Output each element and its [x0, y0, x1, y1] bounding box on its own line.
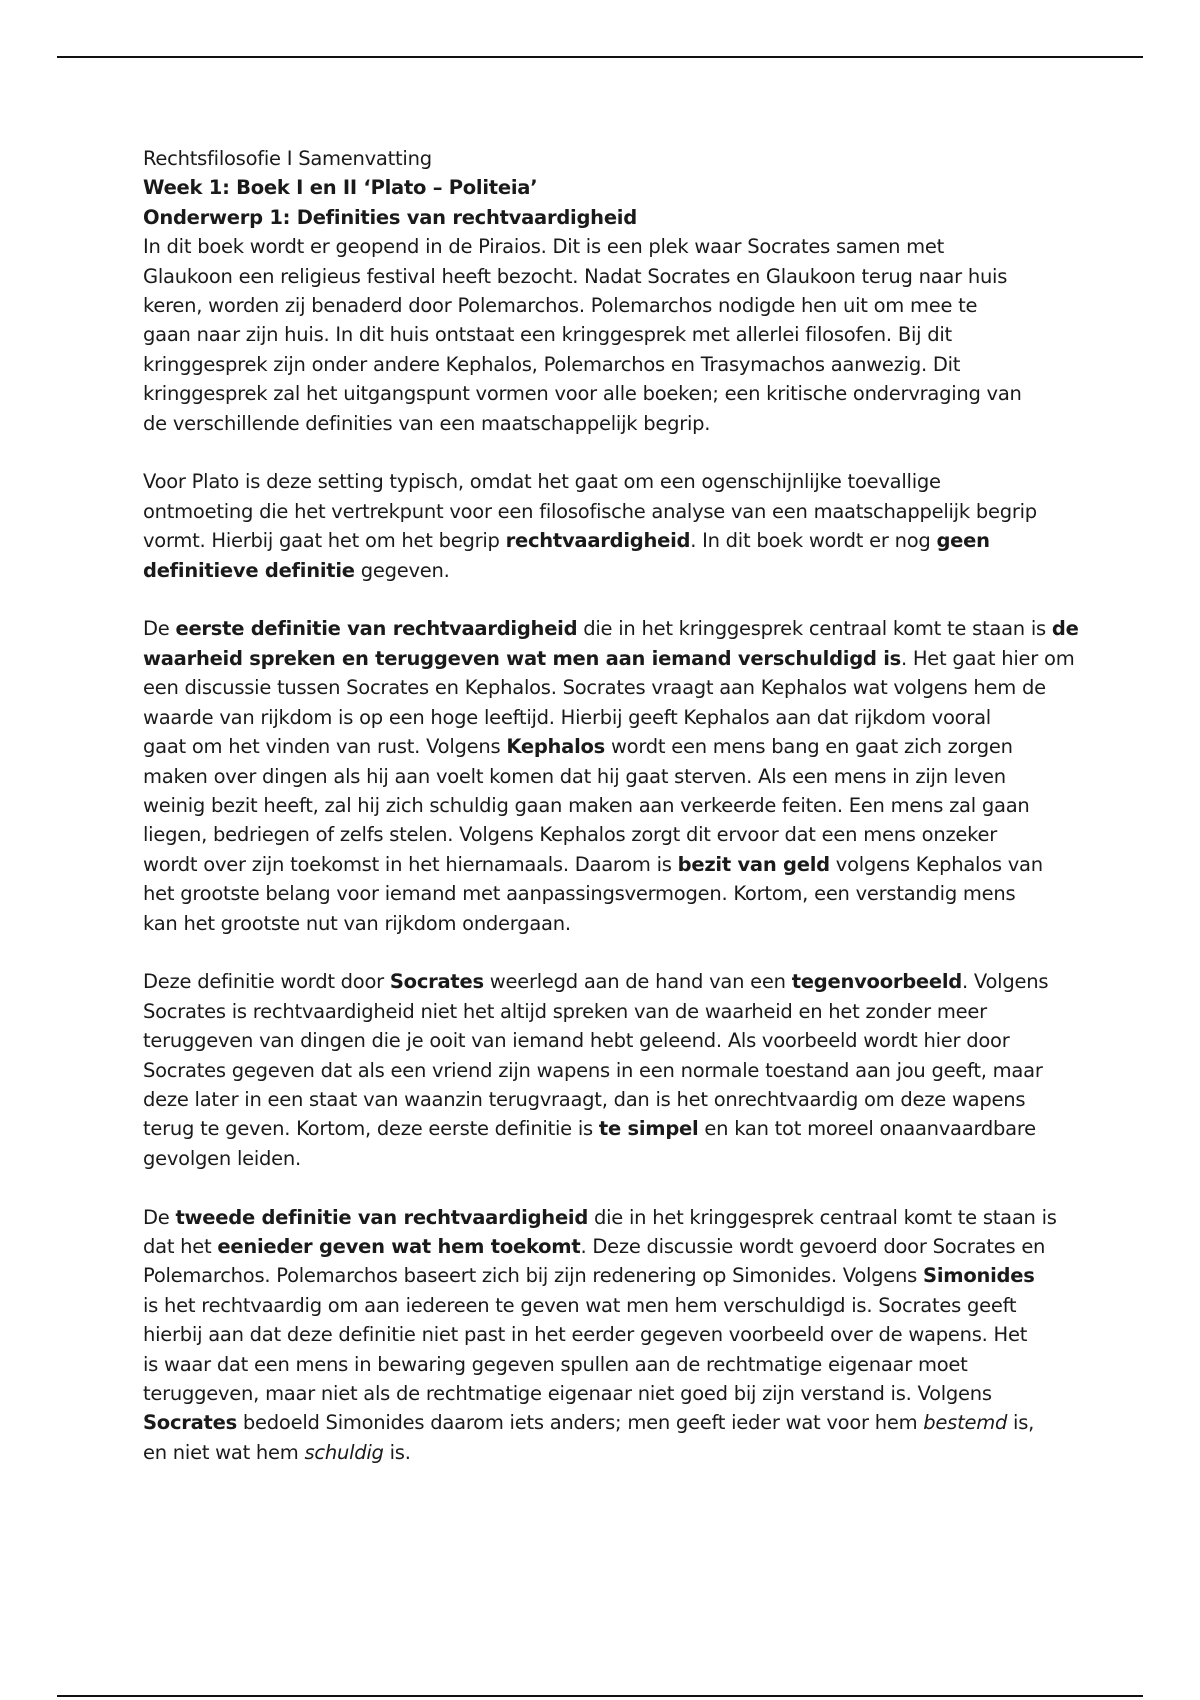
text-line [143, 467, 1073, 496]
text-segment: gaat om het vinden van rust. Volgens [143, 735, 507, 759]
paragraph-gap [143, 585, 1073, 614]
paragraph [143, 1203, 1073, 1468]
text-line [143, 909, 1073, 938]
text-segment: ontmoeting die het vertrekpunt voor een filosofische analyse van een maatschappelijk begrip [143, 499, 1037, 523]
text-segment: is waar dat een mens in bewaring gegeven spullen aan de rechtmatige eigenaar moet [143, 1352, 968, 1376]
bold-text: eenieder geven wat hem toekomt [217, 1234, 581, 1258]
text-line [143, 703, 1073, 732]
text-segment: weinig bezit heeft, zal hij zich schuldig gaan maken aan verkeerde feiten. Een mens zal gaan [143, 793, 1030, 817]
text-line [143, 1261, 1073, 1290]
text-segment: dat het [143, 1234, 218, 1258]
text-segment: wordt een mens bang en gaat zich zorgen [605, 735, 1013, 759]
text-line [143, 1232, 1073, 1261]
bold-text: waarheid spreken en teruggeven wat men aan iemand verschuldigd is [143, 646, 901, 670]
paragraph-gap [143, 938, 1073, 967]
paragraph-gap [143, 438, 1073, 467]
text-segment: . Volgens [962, 970, 1049, 994]
text-segment: De [143, 617, 176, 641]
italic-text: schuldig [304, 1440, 384, 1464]
text-segment: teruggeven van dingen die je ooit van iemand hebt geleend. Als voorbeeld wordt hier door [143, 1029, 1010, 1053]
text-line [143, 850, 1073, 879]
bold-text: de [1051, 617, 1079, 641]
text-line [143, 1350, 1073, 1379]
text-segment: gegeven. [354, 558, 450, 582]
text-segment: is, [1007, 1411, 1035, 1435]
italic-text: bestemd [923, 1411, 1008, 1435]
text-segment: . In dit boek wordt er nog [690, 529, 937, 553]
bold-text: tegenvoorbeeld [791, 970, 963, 994]
text-line [143, 997, 1073, 1026]
text-line [143, 291, 1073, 320]
bold-text: bezit van geld [677, 852, 830, 876]
text-segment: gaan naar zijn huis. In dit huis ontstaat een kringgesprek met allerlei filosofen. Bij dit [143, 323, 952, 347]
text-line [143, 1144, 1073, 1173]
text-line [143, 614, 1079, 643]
text-line [143, 1026, 1073, 1055]
text-line [143, 1291, 1073, 1320]
text-segment: de verschillende definities van een maatschappelijk begrip. [143, 411, 711, 435]
text-segment: kringgesprek zijn onder andere Kephalos, Polemarchos en Trasymachos aanwezig. Dit [143, 352, 961, 376]
text-line [143, 379, 1073, 408]
bold-text: rechtvaardigheid [505, 529, 691, 553]
text-line [143, 820, 1073, 849]
week-heading: Week 1: Boek I en II ‘Plato – Politeia’ [143, 176, 538, 200]
text-line [143, 320, 1073, 349]
text-segment: keren, worden zij benaderd door Polemarchos. Polemarchos nodigde hen uit om mee te [143, 294, 978, 318]
text-line [143, 350, 1073, 379]
bold-text: eerste definitie van rechtvaardigheid [175, 617, 578, 641]
text-line [143, 732, 1073, 761]
bold-text: Simonides [923, 1264, 1035, 1288]
text-line [143, 1379, 1073, 1408]
text-line [143, 673, 1073, 702]
text-line [143, 232, 1073, 261]
bold-text: geen [936, 529, 990, 553]
text-line [143, 967, 1073, 996]
bold-text: Socrates [389, 970, 484, 994]
text-segment: is. [383, 1440, 411, 1464]
text-line [143, 409, 1073, 438]
text-segment: is het rechtvaardig om aan iedereen te geven wat men hem verschuldigd is. Socrates geeft [143, 1293, 1017, 1317]
bold-text: Kephalos [506, 735, 606, 759]
text-line [143, 262, 1073, 291]
footer-rule [57, 1695, 1143, 1697]
paragraph [143, 967, 1073, 1173]
text-segment: Voor Plato is deze setting typisch, omdat het gaat om een ogenschijnlijke toevallige [143, 470, 941, 494]
text-segment: Glaukoon een religieus festival heeft bezocht. Nadat Socrates en Glaukoon terug naar huis [143, 264, 1008, 288]
text-line [143, 1320, 1073, 1349]
text-line [143, 1438, 1073, 1467]
text-segment: De [143, 1205, 176, 1229]
bold-text: definitieve definitie [143, 558, 355, 582]
text-segment: kan het grootste nut van rijkdom ondergaan. [143, 911, 571, 935]
text-segment: kringgesprek zal het uitgangspunt vormen voor alle boeken; een kritische ondervraging van [143, 382, 1022, 406]
text-line [143, 497, 1073, 526]
text-segment: en niet wat hem [143, 1440, 305, 1464]
text-line [143, 1203, 1073, 1232]
text-segment: die in het kringgesprek centraal komt te staan is [577, 617, 1052, 641]
text-segment: wordt over zijn toekomst in het hiernamaals. Daarom is [143, 852, 678, 876]
paragraph-gap [143, 1173, 1073, 1202]
text-segment: Polemarchos. Polemarchos baseert zich bij zijn redenering op Simonides. Volgens [143, 1264, 924, 1288]
document-title: Rechtsfilosofie I Samenvatting [143, 147, 432, 170]
text-line [143, 1114, 1073, 1143]
text-line [143, 1408, 1073, 1437]
topic-heading: Onderwerp 1: Definities van rechtvaardigheid [143, 205, 637, 229]
text-segment: hierbij aan dat deze definitie niet past in het eerder gegeven voorbeeld over de wapens. Het [143, 1323, 1028, 1347]
text-segment: het grootste belang voor iemand met aanpassingsvermogen. Kortom, een verstandig mens [143, 882, 1016, 906]
bold-text: te simpel [598, 1117, 699, 1141]
text-line [143, 644, 1073, 673]
document-body [143, 144, 1079, 1467]
text-line [143, 526, 1073, 555]
text-segment: weerlegd aan de hand van een [483, 970, 792, 994]
text-segment: waarde van rijkdom is op een hoge leeftijd. Hierbij geeft Kephalos aan dat rijkdom vooral [143, 705, 991, 729]
text-segment: Deze definitie wordt door [143, 970, 390, 994]
text-segment: terug te geven. Kortom, deze eerste definitie is [143, 1117, 599, 1141]
text-line [143, 762, 1073, 791]
text-segment: deze later in een staat van waanzin terugvraagt, dan is het onrechtvaardig om deze wapens [143, 1087, 1026, 1111]
text-segment: Socrates gegeven dat als een vriend zijn wapens in een normale toestand aan jou geeft, maar [143, 1058, 1043, 1082]
text-segment: vormt. Hierbij gaat het om het begrip [143, 529, 506, 553]
text-segment: en kan tot moreel onaanvaardbare [698, 1117, 1036, 1141]
text-line [143, 1056, 1073, 1085]
bold-text: tweede definitie van rechtvaardigheid [175, 1205, 589, 1229]
text-segment: . Het gaat hier om [901, 646, 1075, 670]
text-line [143, 791, 1073, 820]
text-segment: liegen, bedriegen of zelfs stelen. Volgens Kephalos zorgt dit ervoor dat een mens onzeker [143, 823, 998, 847]
bold-text: Socrates [143, 1411, 237, 1435]
text-segment: . Deze discussie wordt gevoerd door Socrates en [580, 1234, 1046, 1258]
text-segment: Socrates is rechtvaardigheid niet het altijd spreken van de waarheid en het zonder meer [143, 999, 987, 1023]
text-line [143, 879, 1073, 908]
text-line [143, 556, 1073, 585]
paragraphs [143, 232, 1079, 1467]
text-segment: maken over dingen als hij aan voelt komen dat hij gaat sterven. Als een mens in zijn leven [143, 764, 1006, 788]
text-segment: die in het kringgesprek centraal komt te staan is [588, 1205, 1057, 1229]
header-rule [57, 56, 1143, 58]
text-segment: gevolgen leiden. [143, 1146, 301, 1170]
text-line [143, 1085, 1073, 1114]
text-segment: een discussie tussen Socrates en Kephalos. Socrates vraagt aan Kephalos wat volgens hem de [143, 676, 1046, 700]
text-segment: teruggeven, maar niet als de rechtmatige eigenaar niet goed bij zijn verstand is. Volgens [143, 1382, 992, 1405]
paragraph [143, 614, 1079, 937]
paragraph [143, 232, 1073, 438]
text-segment: bedoeld Simonides daarom iets anders; men geeft ieder wat voor hem [236, 1411, 924, 1435]
text-segment: volgens Kephalos van [829, 852, 1043, 876]
text-segment: In dit boek wordt er geopend in de Piraios. Dit is een plek waar Socrates samen met [143, 235, 945, 259]
paragraph [143, 467, 1073, 585]
